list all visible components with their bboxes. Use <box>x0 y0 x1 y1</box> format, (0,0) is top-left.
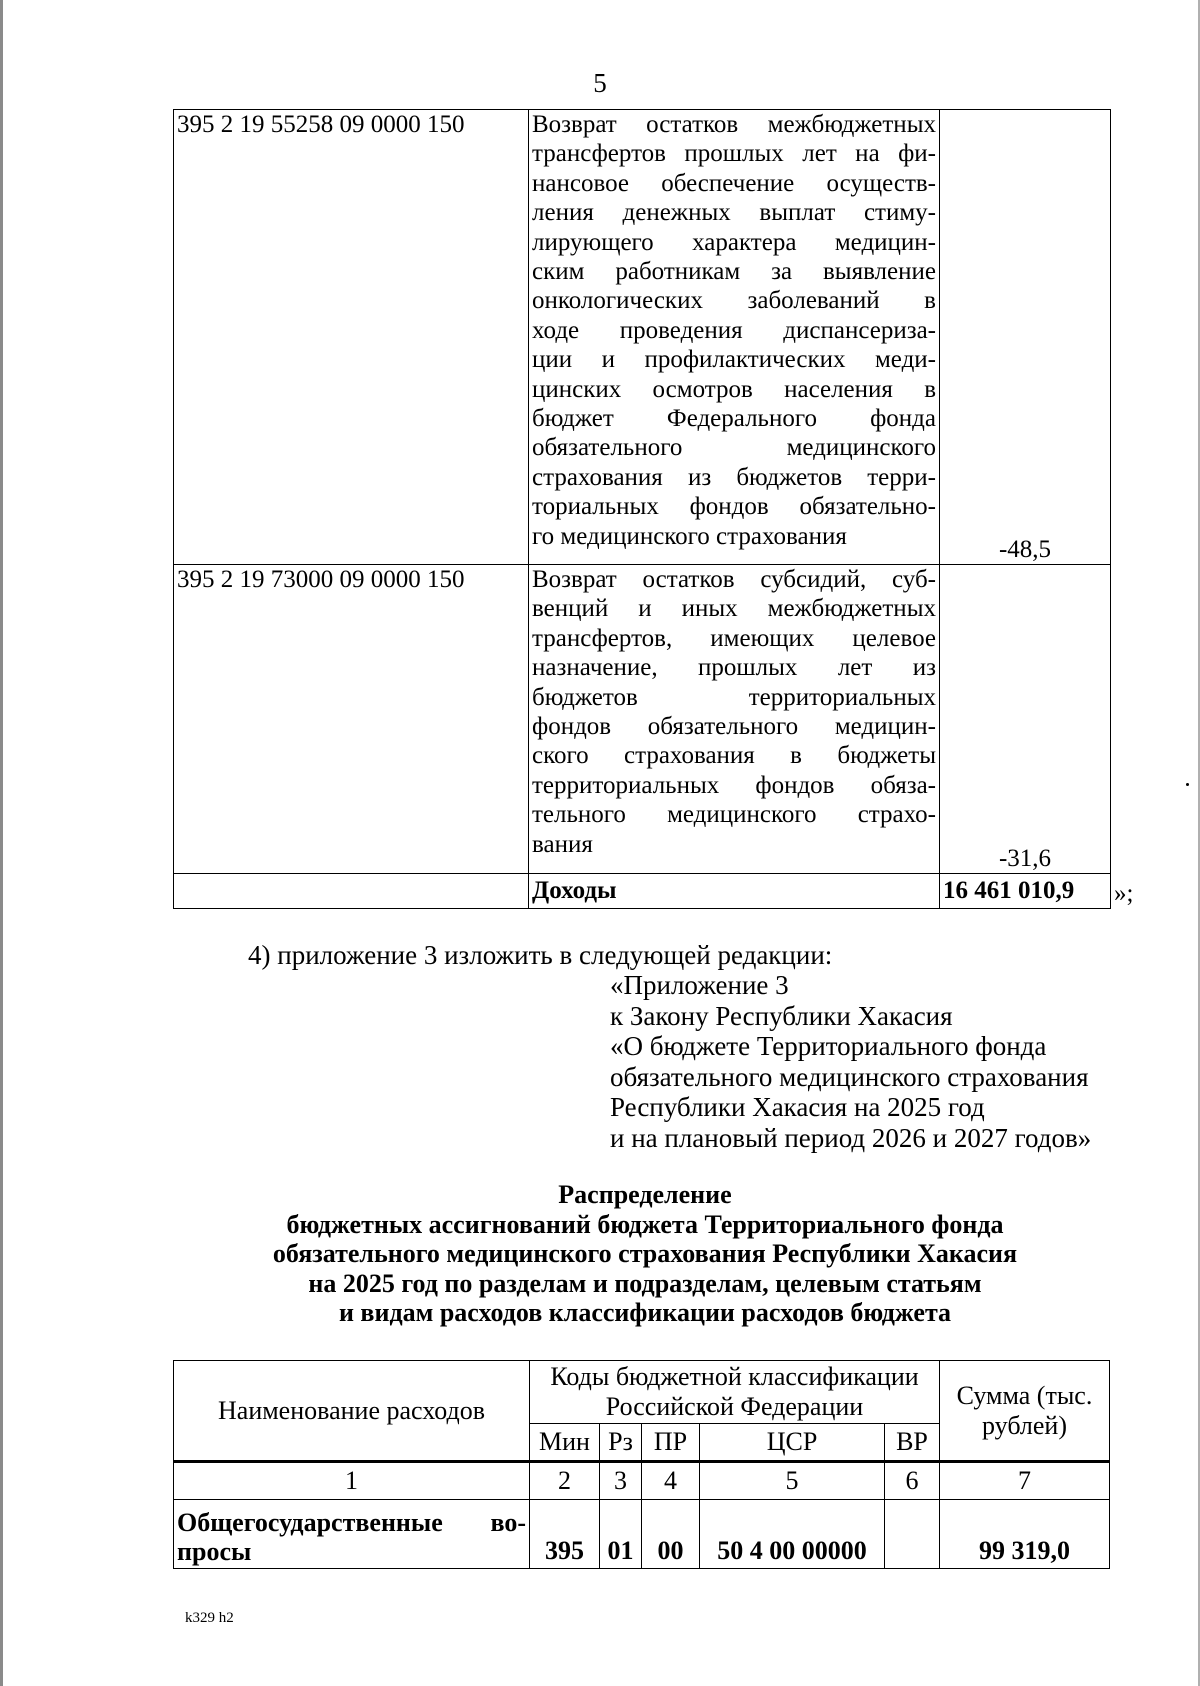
footer-code: k329 h2 <box>185 1610 234 1626</box>
page-number: 5 <box>593 68 607 98</box>
column-number: 3 <box>600 1462 642 1500</box>
column-number: 2 <box>530 1462 600 1500</box>
income-table <box>173 109 1111 909</box>
table-row <box>174 110 1111 565</box>
expense-header-row <box>174 1361 1110 1424</box>
income-total-code <box>174 874 529 909</box>
column-number: 5 <box>700 1462 885 1500</box>
income-code: 395 2 19 73000 09 0000 150 <box>174 565 529 874</box>
heading-line: бюджетных ассигнований бюджета Территориального фонда <box>286 1209 1004 1239</box>
income-sum: -31,6 <box>940 565 1111 874</box>
appendix-line: обязательного медицинского страхования <box>610 1061 1089 1092</box>
amendment-text: 4) приложение 3 изложить в следующей редакции: <box>248 940 833 970</box>
income-name: Возврат остатков межбюджетных трансфертов прошлых лет на фи- нансовое обеспечение осуществ- ления денежных выплат стиму- лирующего характера медицин- ским работникам за выявление онкологических заболеваний в ходе проведения диспансериза- ции и профилактических меди- цинских осмотров населения в бюджет Федерального фонда обязательного медицинского страхования из бюджетов терри- ториальных фондов обязательно- го медицинского страхования <box>529 110 940 565</box>
expense-csr: 50 4 00 00000 <box>700 1500 885 1569</box>
header-pr: ПР <box>642 1424 700 1462</box>
appendix-line: «Приложение 3 <box>610 970 789 1000</box>
column-number: 7 <box>940 1462 1110 1500</box>
appendix-line: «О бюджете Территориального фонда <box>610 1031 1047 1061</box>
header-csr: ЦСР <box>700 1424 885 1462</box>
income-name: Возврат остатков субсидий, суб- венций и иных межбюджетных трансфертов, имеющих целевое назначение, прошлых лет из бюджетов территориальных фондов обязательного медицин- ского страхования в бюджеты территориальных фондов обяза- тельного медицинского страхо- вания <box>529 565 940 874</box>
table-row <box>174 1500 1110 1569</box>
income-code: 395 2 19 55258 09 0000 150 <box>174 110 529 565</box>
header-min: Мин <box>530 1424 600 1462</box>
appendix-line: и на плановый период 2026 и 2027 годов» <box>610 1122 1092 1153</box>
appendix-line: Республики Хакасия на 2025 год <box>610 1092 985 1122</box>
appendix-line: к Закону Республики Хакасия <box>610 1000 953 1031</box>
closing-quote-mark: »; <box>1114 880 1134 907</box>
expense-table <box>173 1360 1110 1569</box>
expense-pr: 00 <box>642 1500 700 1569</box>
header-name: Наименование расходов <box>174 1361 530 1462</box>
heading-line: на 2025 год по разделам и подразделам, целевым статьям <box>308 1268 982 1298</box>
column-number: 6 <box>885 1462 940 1500</box>
expense-vr <box>885 1500 940 1569</box>
appendix-header <box>610 970 1091 1153</box>
document-heading <box>0 1180 1200 1328</box>
heading-line: обязательного медицинского страхования Республики Хакасия <box>272 1239 1018 1269</box>
header-vr: ВР <box>885 1424 940 1462</box>
income-total-label: Доходы <box>529 874 940 909</box>
heading-line: Распределение <box>558 1180 732 1209</box>
expense-rz: 01 <box>600 1500 642 1569</box>
column-number: 4 <box>642 1462 700 1500</box>
header-rz: Рз <box>600 1424 642 1462</box>
income-sum: -48,5 <box>940 110 1111 565</box>
scan-speck <box>1186 783 1189 786</box>
column-number-row <box>174 1462 1110 1500</box>
expense-name: Общегосударственные во- просы <box>174 1500 530 1569</box>
column-number: 1 <box>174 1462 530 1500</box>
heading-line: и видам расходов классификации расходов бюджета <box>338 1298 952 1328</box>
table-row <box>174 565 1111 874</box>
scan-edge-left <box>0 0 3 1686</box>
expense-sum: 99 319,0 <box>940 1500 1110 1569</box>
expense-min: 395 <box>530 1500 600 1569</box>
header-sum: Сумма (тыс. рублей) <box>940 1361 1110 1462</box>
header-codes-group: Коды бюджетной классификации Российской Федерации <box>530 1361 940 1424</box>
income-total-row <box>174 874 1111 909</box>
income-total-sum: 16 461 010,9 <box>940 874 1111 909</box>
